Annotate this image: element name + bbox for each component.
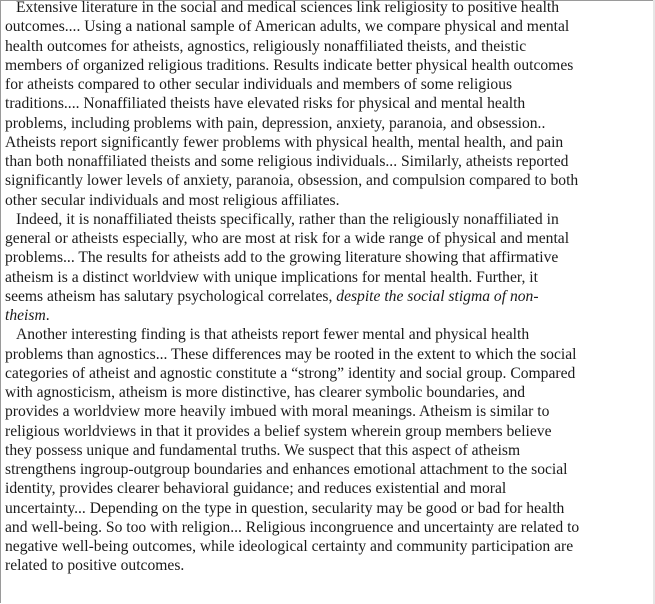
text-line: general or atheists especially, who are most at risk for a wide range of physical and mental xyxy=(5,230,570,247)
text-line: traditions.... Nonaffiliated theists have elevated risks for physical and mental health xyxy=(5,95,526,113)
text-line: Extensive literature in the social and medical sciences link religiosity to positive health xyxy=(16,0,560,16)
text-line: negative well-being outcomes, while ideological certainty and community participation are xyxy=(5,538,574,555)
text-line: atheism is a distinct worldview with unique implications for mental health. Further, it xyxy=(5,268,538,286)
text-line: Another interesting finding is that atheists report fewer mental and physical health xyxy=(16,326,530,344)
text-line: related to positive outcomes. xyxy=(5,557,185,575)
italic-text: despite the social stigma of non- xyxy=(336,287,539,305)
document-text xyxy=(5,0,655,576)
text-line: categories of atheist and agnostic constitute a “strong” identity and social group. Compared xyxy=(5,364,576,382)
text-line: problems than agnostics... These differences may be rooted in the extent to which the social xyxy=(5,345,577,363)
text-line: for atheists compared to other secular individuals and members of some religious xyxy=(5,76,513,93)
text-line: identity, provides clearer behavioral guidance; and reduces existential and moral xyxy=(5,480,507,498)
text-line: Atheists report significantly fewer problems with physical health, mental health, and pain xyxy=(5,133,564,151)
paragraph-1 xyxy=(5,0,655,210)
paragraph-3 xyxy=(5,325,655,575)
text-line: health outcomes for atheists, agnostics, religiously nonaffiliated theists, and theistic xyxy=(5,37,527,55)
text-line: uncertainty... Depending on the type in question, secularity may be good or bad for health xyxy=(5,499,565,517)
text-line xyxy=(0,306,655,325)
text-line: significantly lower levels of anxiety, paranoia, obsession, and compulsion compared to both xyxy=(5,172,579,190)
text-line: outcomes.... Using a national sample of American adults, we compare physical and mental xyxy=(5,18,570,36)
text-line: members of organized religious traditions. Results indicate better physical health outcomes xyxy=(5,56,574,74)
text-line: than both nonaffiliated theists and some religious individuals... Similarly, atheists reported xyxy=(5,153,569,170)
text-run: . xyxy=(45,307,50,324)
paragraph-2 xyxy=(5,210,655,326)
text-line: and well-being. So too with religion... Religious incongruence and uncertainty are related to xyxy=(5,518,580,536)
text-line: provides a worldview more heavily imbued with moral meanings. Atheism is similar to xyxy=(5,403,550,421)
text-line: strengthens ingroup-outgroup boundaries and enhances emotional attachment to the social xyxy=(5,461,568,478)
text-line: other secular individuals and most religious affiliates. xyxy=(5,191,340,209)
italic-text: theism xyxy=(5,307,46,324)
text-line: with agnosticism, atheism is more distinctive, has clearer symbolic boundaries, and xyxy=(5,384,526,401)
text-line: religious worldviews in that it provides a belief system wherein group members believe xyxy=(5,422,552,440)
text-line xyxy=(0,287,655,306)
text-line: problems, including problems with pain, depression, anxiety, paranoia, and obsession.. xyxy=(5,114,546,132)
text-run: seems atheism has salutary psychological correlates, xyxy=(5,287,337,305)
text-line: they possess unique and fundamental truths. We suspect that this aspect of atheism xyxy=(5,441,521,459)
text-line: problems... The results for atheists add to the growing literature showing that affirmative xyxy=(5,249,559,267)
text-line: Indeed, it is nonaffiliated theists specifically, rather than the religiously nonaffiliated in xyxy=(16,210,559,228)
